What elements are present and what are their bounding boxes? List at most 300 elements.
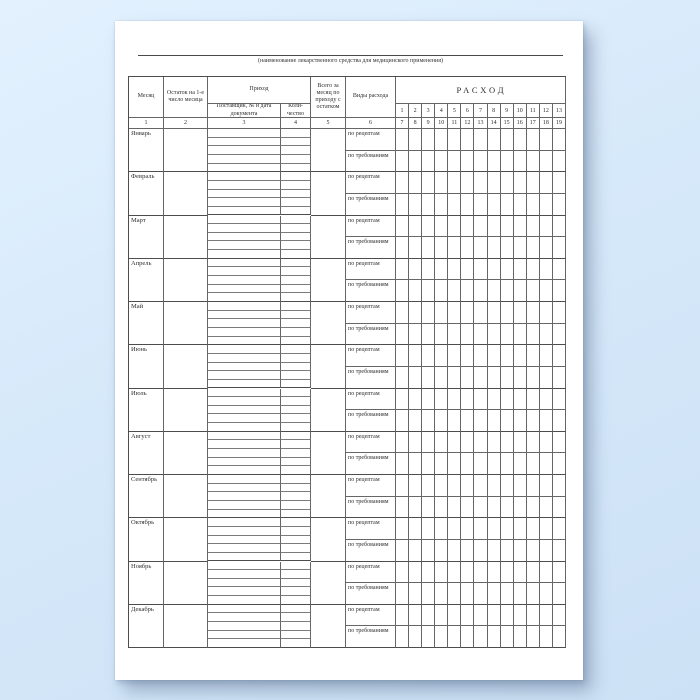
expense-cell	[488, 302, 501, 324]
expense-cell	[396, 605, 409, 627]
quantity-line-cell	[281, 570, 311, 579]
quantity-line-cell	[281, 328, 311, 337]
expense-type-label: по требованиям	[346, 626, 396, 648]
expense-cell	[553, 475, 566, 497]
expense-cell	[448, 194, 461, 216]
expense-cell	[474, 540, 487, 562]
header-expense: РАСХОД	[396, 77, 566, 104]
expense-day-number: 11	[527, 104, 540, 118]
quantity-line-cell	[281, 181, 311, 190]
expense-type-label: по рецептам	[346, 345, 396, 367]
expense-cell	[461, 367, 474, 389]
expense-cell	[514, 237, 527, 259]
expense-cell	[501, 302, 514, 324]
expense-cell	[435, 237, 448, 259]
supplier-line-cell	[208, 224, 281, 233]
expense-cell	[448, 562, 461, 584]
expense-day-number: 6	[461, 104, 474, 118]
expense-cell	[527, 367, 540, 389]
supplier-line-cell	[208, 440, 281, 449]
expense-cell	[540, 172, 553, 194]
expense-cell	[474, 453, 487, 475]
quantity-line-cell	[281, 138, 311, 147]
expense-cell	[474, 345, 487, 367]
expense-cell	[396, 626, 409, 648]
expense-cell	[435, 518, 448, 540]
supplier-line-cell	[208, 129, 281, 138]
expense-cell	[435, 497, 448, 519]
expense-cell	[527, 583, 540, 605]
monthly-total-cell	[311, 302, 346, 345]
expense-cell	[501, 410, 514, 432]
expense-cell	[514, 280, 527, 302]
expense-cell	[474, 194, 487, 216]
quantity-line-cell	[281, 440, 311, 449]
expense-cell	[474, 237, 487, 259]
monthly-total-cell	[311, 129, 346, 172]
expense-cell	[422, 518, 435, 540]
monthly-total-cell	[311, 432, 346, 475]
expense-cell	[448, 497, 461, 519]
supplier-line-cell	[208, 354, 281, 363]
expense-cell	[422, 259, 435, 281]
expense-cell	[488, 280, 501, 302]
expense-cell	[461, 605, 474, 627]
expense-cell	[514, 389, 527, 411]
expense-cell	[435, 367, 448, 389]
expense-cell	[527, 389, 540, 411]
expense-cell	[488, 172, 501, 194]
quantity-line-cell	[281, 241, 311, 250]
expense-day-number: 12	[540, 104, 553, 118]
expense-cell	[553, 497, 566, 519]
supplier-line-cell	[208, 164, 281, 173]
expense-day-number: 13	[553, 104, 566, 118]
expense-day-number: 4	[435, 104, 448, 118]
expense-cell	[422, 389, 435, 411]
supplier-line-cell	[208, 146, 281, 155]
quantity-line-cell	[281, 285, 311, 294]
expense-cell	[514, 540, 527, 562]
header-quantity: Коли-чество	[281, 104, 311, 118]
quantity-line-cell	[281, 518, 311, 527]
expense-cell	[461, 540, 474, 562]
expense-cell	[527, 172, 540, 194]
supplier-line-cell	[208, 458, 281, 467]
expense-cell	[540, 497, 553, 519]
month-name: Январь	[129, 129, 164, 172]
expense-day-number: 9	[501, 104, 514, 118]
expense-cell	[396, 432, 409, 454]
expense-cell	[422, 302, 435, 324]
expense-cell	[553, 540, 566, 562]
expense-cell	[422, 540, 435, 562]
expense-cell	[540, 237, 553, 259]
quantity-line-cell	[281, 553, 311, 562]
expense-cell	[527, 194, 540, 216]
expense-cell	[488, 518, 501, 540]
quantity-line-cell	[281, 371, 311, 380]
expense-cell	[422, 194, 435, 216]
expense-cell	[501, 626, 514, 648]
supplier-line-cell	[208, 371, 281, 380]
expense-cell	[488, 583, 501, 605]
expense-cell	[553, 518, 566, 540]
monthly-total-cell	[311, 345, 346, 388]
expense-column-number: 12	[461, 118, 474, 129]
supplier-line-cell	[208, 466, 281, 475]
expense-type-label: по рецептам	[346, 129, 396, 151]
expense-cell	[461, 389, 474, 411]
expense-cell	[448, 324, 461, 346]
expense-cell	[501, 151, 514, 173]
header-total: Всего за месяц по приходу с остатком	[311, 77, 346, 118]
supplier-line-cell	[208, 328, 281, 337]
supplier-line-cell	[208, 190, 281, 199]
expense-cell	[409, 605, 422, 627]
expense-cell	[461, 259, 474, 281]
expense-cell	[474, 280, 487, 302]
expense-cell	[540, 129, 553, 151]
expense-type-label: по рецептам	[346, 216, 396, 238]
expense-cell	[435, 453, 448, 475]
expense-cell	[474, 259, 487, 281]
expense-cell	[448, 237, 461, 259]
quantity-line-cell	[281, 216, 311, 225]
expense-cell	[435, 432, 448, 454]
expense-cell	[461, 172, 474, 194]
quantity-line-cell	[281, 224, 311, 233]
expense-cell	[488, 432, 501, 454]
expense-cell	[435, 280, 448, 302]
expense-cell	[461, 280, 474, 302]
expense-cell	[501, 475, 514, 497]
month-name: Июль	[129, 389, 164, 432]
expense-cell	[409, 129, 422, 151]
expense-cell	[422, 453, 435, 475]
expense-day-number: 2	[409, 104, 422, 118]
month-name: Март	[129, 216, 164, 259]
expense-cell	[435, 562, 448, 584]
expense-cell	[409, 194, 422, 216]
expense-cell	[435, 216, 448, 238]
supplier-line-cell	[208, 207, 281, 216]
expense-cell	[461, 583, 474, 605]
expense-cell	[422, 497, 435, 519]
expense-cell	[461, 432, 474, 454]
expense-cell	[488, 562, 501, 584]
expense-cell	[514, 626, 527, 648]
expense-cell	[514, 453, 527, 475]
supplier-line-cell	[208, 241, 281, 250]
quantity-line-cell	[281, 562, 311, 571]
expense-cell	[448, 626, 461, 648]
expense-column-number: 17	[527, 118, 540, 129]
expense-cell	[488, 497, 501, 519]
quantity-line-cell	[281, 250, 311, 259]
expense-cell	[461, 151, 474, 173]
expense-column-number: 14	[488, 118, 501, 129]
expense-cell	[540, 367, 553, 389]
quantity-line-cell	[281, 466, 311, 475]
expense-type-label: по требованиям	[346, 151, 396, 173]
expense-cell	[488, 453, 501, 475]
expense-cell	[514, 410, 527, 432]
expense-cell	[527, 324, 540, 346]
expense-cell	[409, 626, 422, 648]
expense-column-number: 8	[409, 118, 422, 129]
expense-cell	[527, 518, 540, 540]
expense-cell	[514, 302, 527, 324]
expense-cell	[474, 129, 487, 151]
supplier-line-cell	[208, 423, 281, 432]
expense-day-number: 7	[474, 104, 487, 118]
expense-column-number: 16	[514, 118, 527, 129]
expense-cell	[501, 345, 514, 367]
month-name: Май	[129, 302, 164, 345]
expense-cell	[527, 151, 540, 173]
expense-cell	[422, 237, 435, 259]
supplier-line-cell	[208, 639, 281, 648]
expense-cell	[409, 432, 422, 454]
column-number: 4	[281, 118, 311, 129]
expense-cell	[553, 367, 566, 389]
expense-cell	[501, 194, 514, 216]
quantity-line-cell	[281, 414, 311, 423]
expense-cell	[514, 605, 527, 627]
expense-cell	[488, 237, 501, 259]
balance-cell	[164, 562, 208, 605]
quantity-line-cell	[281, 596, 311, 605]
supplier-line-cell	[208, 389, 281, 398]
expense-cell	[501, 259, 514, 281]
expense-cell	[409, 475, 422, 497]
expense-cell	[409, 562, 422, 584]
header-expense-types: Виды расхода	[346, 77, 396, 118]
expense-cell	[474, 432, 487, 454]
expense-cell	[435, 345, 448, 367]
supplier-line-cell	[208, 449, 281, 458]
expense-cell	[474, 562, 487, 584]
expense-type-label: по требованиям	[346, 497, 396, 519]
expense-cell	[527, 237, 540, 259]
quantity-line-cell	[281, 164, 311, 173]
expense-cell	[514, 216, 527, 238]
expense-cell	[396, 583, 409, 605]
supplier-line-cell	[208, 363, 281, 372]
expense-cell	[527, 302, 540, 324]
expense-cell	[501, 172, 514, 194]
expense-cell	[422, 605, 435, 627]
supplier-line-cell	[208, 198, 281, 207]
supplier-line-cell	[208, 406, 281, 415]
expense-cell	[435, 194, 448, 216]
supplier-line-cell	[208, 587, 281, 596]
expense-cell	[448, 475, 461, 497]
expense-cell	[488, 389, 501, 411]
expense-cell	[409, 237, 422, 259]
expense-cell	[488, 129, 501, 151]
expense-cell	[448, 302, 461, 324]
expense-cell	[435, 583, 448, 605]
quantity-line-cell	[281, 172, 311, 181]
expense-cell	[488, 151, 501, 173]
expense-cell	[396, 389, 409, 411]
quantity-line-cell	[281, 501, 311, 510]
expense-cell	[553, 151, 566, 173]
quantity-line-cell	[281, 613, 311, 622]
month-name: Апрель	[129, 259, 164, 302]
expense-cell	[540, 540, 553, 562]
quantity-line-cell	[281, 397, 311, 406]
expense-cell	[409, 583, 422, 605]
expense-cell	[422, 562, 435, 584]
expense-cell	[461, 302, 474, 324]
quantity-line-cell	[281, 406, 311, 415]
expense-cell	[396, 345, 409, 367]
quantity-line-cell	[281, 587, 311, 596]
expense-cell	[501, 583, 514, 605]
expense-cell	[461, 410, 474, 432]
expense-cell	[553, 583, 566, 605]
expense-cell	[474, 172, 487, 194]
balance-cell	[164, 389, 208, 432]
balance-cell	[164, 432, 208, 475]
expense-cell	[461, 324, 474, 346]
expense-cell	[514, 324, 527, 346]
expense-cell	[553, 172, 566, 194]
quantity-line-cell	[281, 233, 311, 242]
expense-type-label: по требованиям	[346, 324, 396, 346]
expense-cell	[540, 410, 553, 432]
expense-cell	[527, 129, 540, 151]
quantity-line-cell	[281, 631, 311, 640]
month-name: Июнь	[129, 345, 164, 388]
supplier-line-cell	[208, 579, 281, 588]
expense-column-number: 18	[540, 118, 553, 129]
expense-cell	[435, 475, 448, 497]
expense-cell	[540, 432, 553, 454]
expense-column-number: 19	[553, 118, 566, 129]
expense-day-number: 5	[448, 104, 461, 118]
expense-cell	[396, 194, 409, 216]
monthly-total-cell	[311, 216, 346, 259]
expense-cell	[527, 280, 540, 302]
column-number: 1	[129, 118, 164, 129]
quantity-line-cell	[281, 432, 311, 441]
header-balance: Остаток на 1-е число месяца	[164, 77, 208, 118]
balance-cell	[164, 475, 208, 518]
expense-cell	[461, 216, 474, 238]
expense-cell	[488, 540, 501, 562]
expense-cell	[448, 410, 461, 432]
supplier-line-cell	[208, 605, 281, 614]
expense-cell	[435, 605, 448, 627]
expense-cell	[553, 410, 566, 432]
balance-cell	[164, 259, 208, 302]
quantity-line-cell	[281, 389, 311, 398]
supplier-line-cell	[208, 484, 281, 493]
column-number: 5	[311, 118, 346, 129]
expense-cell	[448, 151, 461, 173]
supplier-line-cell	[208, 475, 281, 484]
expense-type-label: по требованиям	[346, 194, 396, 216]
expense-cell	[514, 194, 527, 216]
quantity-line-cell	[281, 475, 311, 484]
supplier-line-cell	[208, 155, 281, 164]
expense-cell	[396, 497, 409, 519]
expense-cell	[396, 259, 409, 281]
expense-cell	[448, 367, 461, 389]
expense-type-label: по рецептам	[346, 432, 396, 454]
expense-cell	[448, 216, 461, 238]
ledger-table	[128, 76, 566, 648]
expense-cell	[501, 324, 514, 346]
quantity-line-cell	[281, 622, 311, 631]
document-page	[115, 21, 583, 680]
expense-cell	[409, 151, 422, 173]
balance-cell	[164, 302, 208, 345]
expense-cell	[474, 518, 487, 540]
expense-cell	[422, 583, 435, 605]
expense-cell	[448, 432, 461, 454]
quantity-line-cell	[281, 484, 311, 493]
balance-cell	[164, 605, 208, 648]
expense-cell	[540, 345, 553, 367]
expense-cell	[540, 605, 553, 627]
expense-cell	[396, 540, 409, 562]
balance-cell	[164, 345, 208, 388]
expense-day-number: 1	[396, 104, 409, 118]
expense-cell	[540, 583, 553, 605]
quantity-line-cell	[281, 363, 311, 372]
quantity-line-cell	[281, 337, 311, 346]
expense-cell	[409, 259, 422, 281]
monthly-total-cell	[311, 172, 346, 215]
expense-cell	[540, 475, 553, 497]
expense-cell	[474, 626, 487, 648]
expense-cell	[553, 237, 566, 259]
expense-cell	[553, 302, 566, 324]
expense-column-number: 11	[448, 118, 461, 129]
expense-cell	[501, 129, 514, 151]
quantity-line-cell	[281, 639, 311, 648]
expense-cell	[488, 410, 501, 432]
supplier-line-cell	[208, 492, 281, 501]
expense-cell	[527, 497, 540, 519]
supplier-line-cell	[208, 293, 281, 302]
month-name: Сентябрь	[129, 475, 164, 518]
supplier-line-cell	[208, 380, 281, 389]
expense-cell	[409, 518, 422, 540]
expense-cell	[396, 475, 409, 497]
expense-cell	[474, 410, 487, 432]
expense-cell	[461, 453, 474, 475]
supplier-line-cell	[208, 250, 281, 259]
expense-cell	[448, 345, 461, 367]
expense-cell	[474, 151, 487, 173]
expense-day-number: 10	[514, 104, 527, 118]
expense-cell	[409, 345, 422, 367]
quantity-line-cell	[281, 345, 311, 354]
expense-cell	[396, 151, 409, 173]
expense-day-number: 8	[488, 104, 501, 118]
expense-type-label: по требованиям	[346, 410, 396, 432]
expense-cell	[514, 151, 527, 173]
column-number: 2	[164, 118, 208, 129]
expense-cell	[422, 324, 435, 346]
expense-cell	[514, 367, 527, 389]
